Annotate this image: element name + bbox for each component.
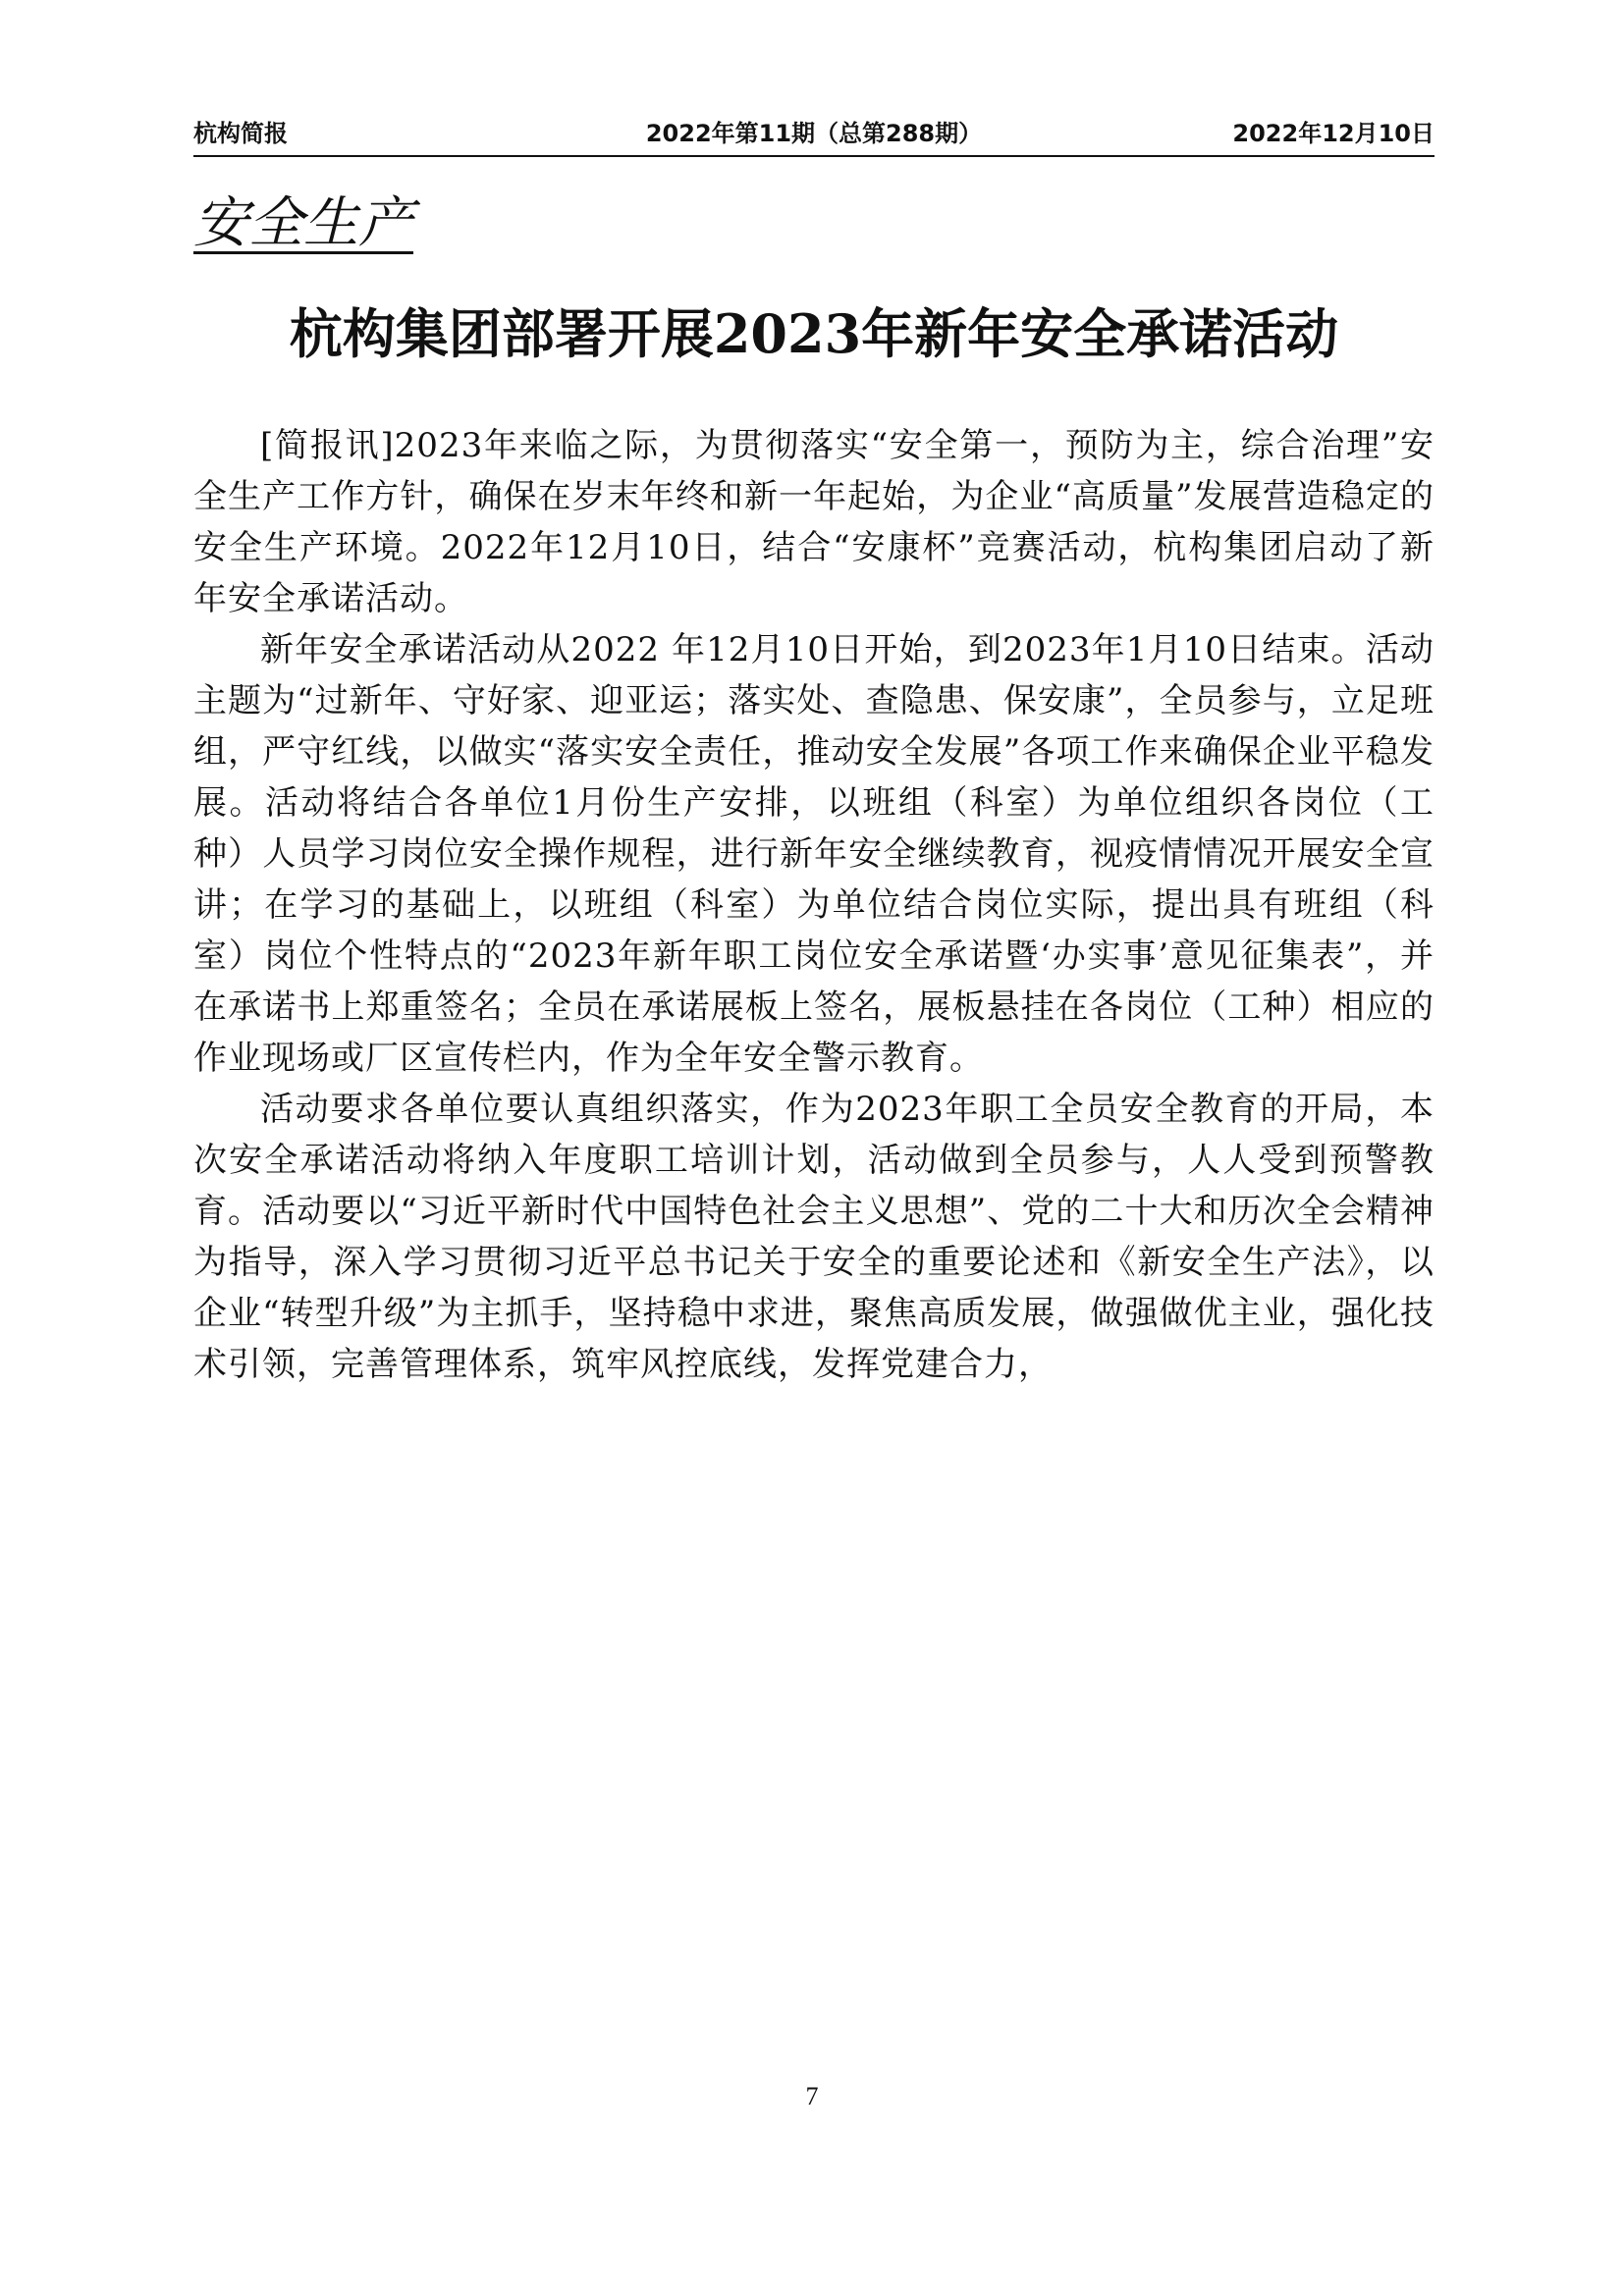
- article-title: 杭构集团部署开展2023年新年安全承诺活动: [289, 302, 1339, 365]
- issue-number: 2022年第11期（总第288期）: [645, 120, 983, 147]
- paragraph-3: 活动要求各单位要认真组织落实，作为2023年职工全员安全教育的开局，本次安全承诺活动将纳入年度职工培训计划，活动做到全员参与，人人受到预警教育。活动要以“习近平新时代中国特色社会主义思想”、党的二十大和历次全会精神为指导，深入学习贯彻习近平总书记关于安全的重要论述和《新安全生产法》，以企业“转型升级”为主抓手，坚持稳中求进，聚焦高质发展，做强做优主业，强化技术引领，完善管理体系，筑牢风控底线，发挥党建合力，: [193, 1090, 1435, 1384]
- section-label: 安全生产: [193, 191, 413, 255]
- header-divider: [193, 155, 1435, 157]
- page-number: 7: [805, 2082, 819, 2110]
- publication-name: 杭构简报: [193, 120, 288, 147]
- article-body: [193, 420, 1435, 1390]
- paragraph-2: 新年安全承诺活动从2022 年12月10日开始，到2023年1月10日结束。活动主题为“过新年、守好家、迎亚运；落实处、查隐患、保安康”，全员参与，立足班组，严守红线，以做实“落实安全责任，推动安全发展”各项工作来确保企业平稳发展。活动将结合各单位1月份生产安排，以班组（科室）为单位组织各岗位（工种）人员学习岗位安全操作规程，进行新年安全继续教育，视疫情情况开展安全宣讲；在学习的基础上，以班组（科室）为单位结合岗位实际，提出具有班组（科室）岗位个性特点的“2023年新年职工岗位安全承诺暨‘办实事’意见征集表”，并在承诺书上郑重签名；全员在承诺展板上签名，展板悬挂在各岗位（工种）相应的作业现场或厂区宣传栏内，作为全年安全警示教育。: [193, 630, 1435, 1078]
- paragraph-1: [简报讯]2023年来临之际，为贯彻落实“安全第一，预防为主，综合治理”安全生产工作方针，确保在岁末年终和新一年起始，为企业“高质量”发展营造稳定的安全生产环境。2022年12月10日，结合“安康杯”竞赛活动，杭构集团启动了新年安全承诺活动。: [193, 426, 1435, 618]
- issue-date: 2022年12月10日: [1232, 120, 1435, 147]
- page-header: [193, 114, 1435, 153]
